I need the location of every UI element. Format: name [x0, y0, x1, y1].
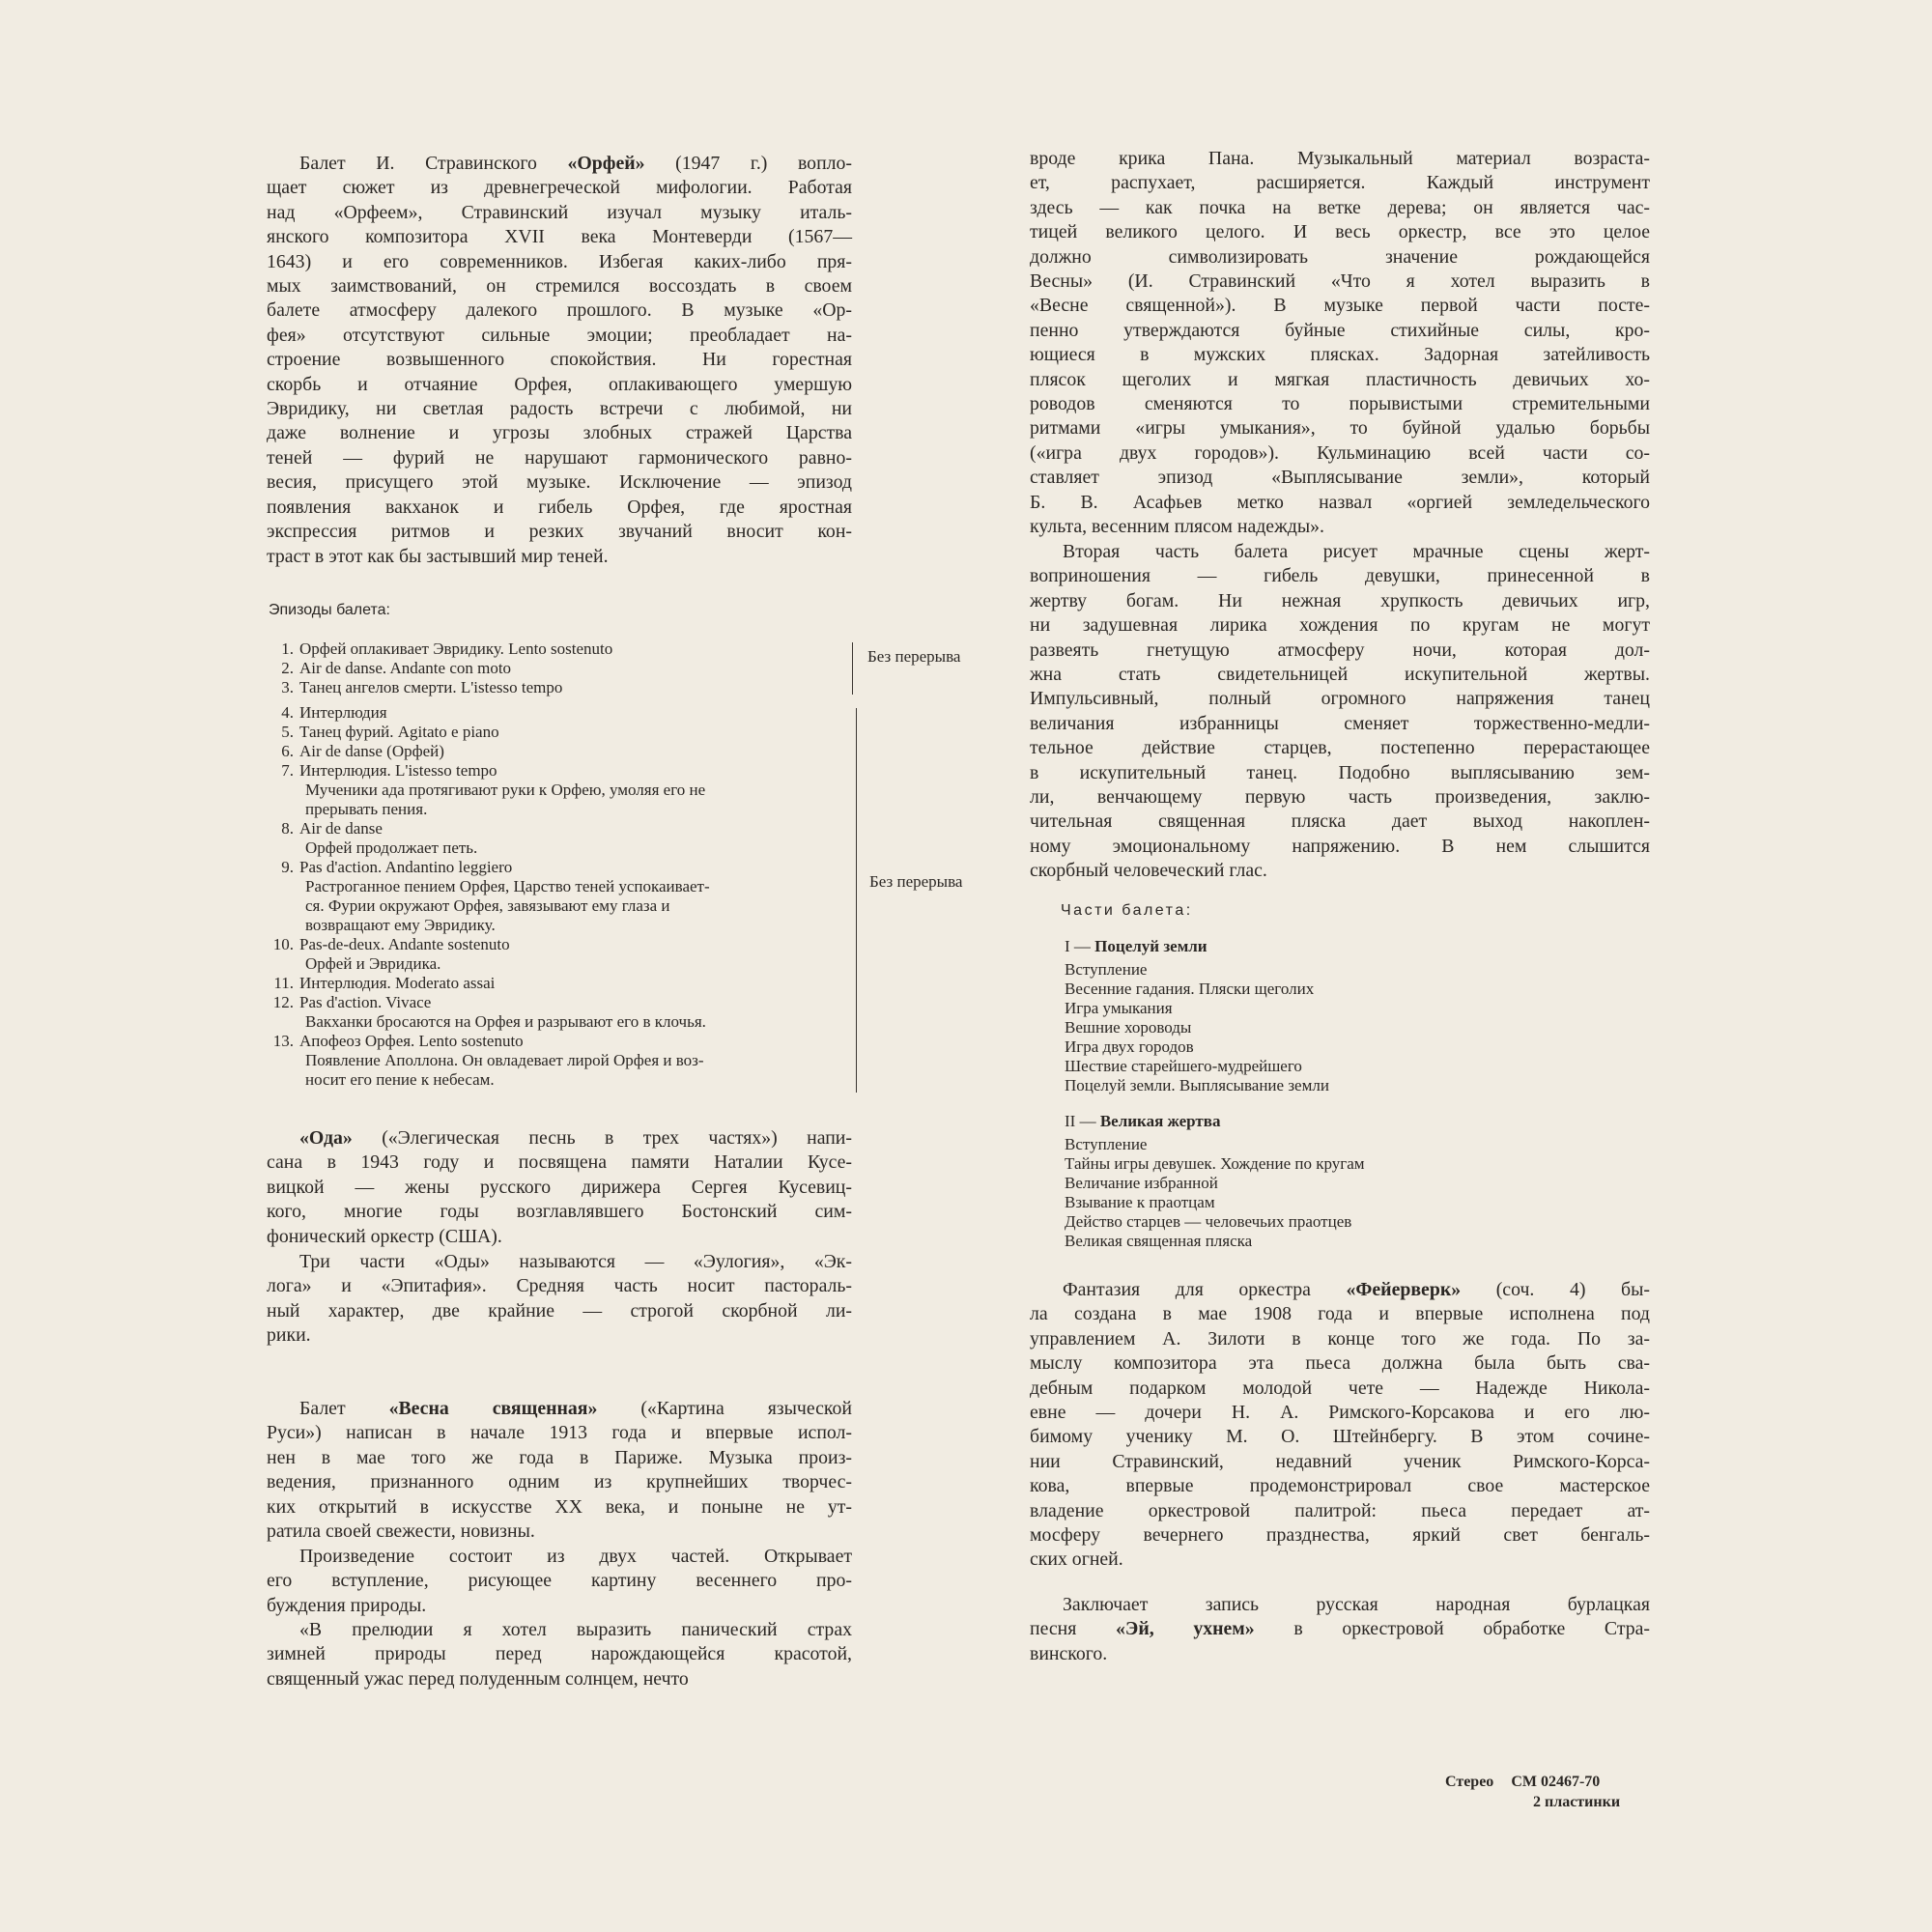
text-line: ритмами «игры умыкания», то буйной удалью борьбы: [1030, 417, 1650, 440]
oda-paragraph-2: [267, 1250, 852, 1349]
text-line: («игра двух городов»). Кульминацию всей части со-: [1030, 441, 1650, 464]
part-1-items: [1065, 960, 1329, 1095]
text-line: фея» отсутствуют сильные эмоции; преобладает на-: [267, 324, 852, 346]
text-line: рики.: [267, 1324, 311, 1347]
orfey-paragraph: [267, 152, 852, 569]
episode-title: Pas d'action. Vivace: [299, 993, 432, 1011]
text-line: Б. В. Асафьев метко назвал «оргией земледельческого: [1030, 491, 1650, 513]
text-line: мыслу композитора эта пьеса должна была быть сва-: [1030, 1352, 1650, 1375]
text-line: Эвридику, ни светлая радость встречи с любимой, ни: [267, 398, 852, 420]
text-line: развеять гнетущую атмосферу ночи, которая дол-: [1030, 639, 1650, 661]
episode-title: Интерлюдия: [299, 703, 387, 722]
episode-number: 1.: [281, 639, 294, 658]
episode-number: 9.: [281, 858, 294, 876]
part-1-title: Поцелуй земли: [1094, 937, 1208, 955]
text-line: балете атмосферу далекого прошлого. В музыке «Ор-: [267, 299, 852, 322]
episode-number: 11.: [273, 974, 294, 992]
stereo-label: Стерео: [1445, 1774, 1494, 1790]
part-2: [1065, 1112, 1365, 1251]
text-line: строение возвышенного спокойствия. Ни горестная: [267, 349, 852, 371]
episode-number: 3.: [281, 678, 294, 696]
text-line: должно символизировать значение рождающейся: [1030, 245, 1650, 268]
text-line: бимому ученику М. О. Штейнбергу. В этом сочине-: [1030, 1426, 1650, 1448]
episode-title: Pas d'action. Andantino leggiero: [299, 858, 513, 876]
part-2-num: II —: [1065, 1112, 1096, 1130]
episode-title: Апофеоз Орфея. Lento sostenuto: [299, 1032, 524, 1050]
text-line: плясок щеголих и мягкая пластичность девичьих хо-: [1030, 368, 1650, 390]
oda-paragraph: [267, 1126, 852, 1249]
episode-item: [267, 703, 387, 723]
episode-description: Вакханки бросаются на Орфея и разрывают его в клочья.: [305, 1012, 706, 1031]
no-break-note-2: Без перерыва: [869, 872, 963, 891]
episode-description: Появление Аполлона. Он овладевает лирой Орфея и воз-: [305, 1051, 704, 1069]
episode-title: Air de danse. Andante con moto: [299, 659, 512, 677]
footer-stereo: [1445, 1774, 1600, 1791]
text-line: появления вакханок и гибель Орфея, где яростная: [267, 496, 852, 518]
text-line: даже волнение и угрозы злобных стражей Царства: [267, 422, 852, 444]
episode-item: [267, 761, 497, 781]
text-line: «Ода» («Элегическая песнь в трех частях») напи-: [299, 1127, 852, 1149]
episode-title: Орфей оплакивает Эвридику. Lento sostenuto: [299, 639, 613, 658]
vesna-paragraph-3: [267, 1618, 852, 1691]
episode-title: Танец фурий. Agitato e piano: [299, 723, 499, 741]
text-line: роводов сменяются то порывистыми стремительными: [1030, 393, 1650, 415]
text-line: Руси») написан в начале 1913 года и впервые испол-: [267, 1422, 852, 1444]
text-line: зимней природы перед нарождающейся красотой,: [267, 1643, 852, 1665]
vesna-continuation: [1030, 147, 1650, 540]
part-item: Тайны игры девушек. Хождение по кругам: [1065, 1154, 1365, 1173]
text-line: мых заимствований, он стремился воссоздать в своем: [267, 275, 852, 298]
text-line: экспрессия ритмов и резких звучаний вносит кон-: [267, 521, 852, 543]
vesna-paragraph: [267, 1397, 852, 1544]
text-line: винского.: [1030, 1642, 1108, 1664]
text-line: Заключает запись русская народная бурлацкая: [1063, 1594, 1650, 1615]
episode-description: Орфей и Эвридика.: [305, 954, 441, 973]
episode-item: [267, 819, 383, 838]
episode-item: [267, 858, 512, 877]
episode-number: 5.: [281, 723, 294, 741]
episode-description: возвращают ему Эвридику.: [305, 916, 496, 934]
episode-title: Интерлюдия. L'istesso tempo: [299, 761, 497, 780]
episode-description: Орфей продолжает петь.: [305, 838, 478, 857]
episode-number: 4.: [281, 703, 294, 722]
part-item: Поцелуй земли. Выплясывание земли: [1065, 1076, 1329, 1094]
text-line: пенно утверждаются буйные стихийные силы, кро-: [1030, 319, 1650, 341]
episode-item: [267, 935, 510, 954]
text-line: теней — фурий не нарушают гармонического равно-: [267, 446, 852, 469]
text-line: его вступление, рисующее картину весеннего про-: [267, 1570, 852, 1592]
episode-number: 6.: [281, 742, 294, 760]
text-line: ратила своей свежести, новизны.: [267, 1520, 535, 1543]
bracket-1: [852, 642, 853, 695]
episode-item: [267, 639, 612, 659]
text-line: ющиеся в мужских плясках. Задорная затейливость: [1030, 344, 1650, 366]
text-line: щает сюжет из древнегреческой мифологии. Работая: [267, 177, 852, 199]
text-line: янского композитора XVII века Монтеверди (1567—: [267, 226, 852, 248]
text-line: песня «Эй, ухнем» в оркестровой обработке Стра-: [1030, 1618, 1650, 1640]
text-line: Весны» (И. Стравинский «Что я хотел выразить в: [1030, 270, 1650, 293]
second-part-paragraph: [1030, 540, 1650, 884]
episode-title: Air de danse (Орфей): [299, 742, 444, 760]
episode-description: прерывать пения.: [305, 800, 428, 818]
text-line: фонический оркестр (США).: [267, 1225, 502, 1247]
text-line: «В прелюдии я хотел выразить панический страх: [299, 1619, 852, 1640]
text-line: величания избранницы сменяет торжественно-медли-: [1030, 712, 1650, 734]
text-line: ских огней.: [1030, 1548, 1123, 1571]
episode-item: [267, 659, 511, 678]
text-line: лога» и «Эпитафия». Средняя часть носит пастораль-: [267, 1275, 852, 1297]
episode-number: 8.: [281, 819, 294, 838]
text-line: ких открытий в искусстве XX века, и поныне не ут-: [267, 1495, 852, 1518]
part-item: Действо старцев — человечьих праотцев: [1065, 1212, 1352, 1231]
episode-title: Pas-de-deux. Andante sostenuto: [299, 935, 510, 953]
part-1-num: I —: [1065, 937, 1091, 955]
episode-item: [267, 678, 562, 697]
episode-description: носит его пение к небесам.: [305, 1070, 495, 1089]
footer-records: 2 пластинки: [1533, 1794, 1621, 1810]
text-line: скорбь и отчаяние Орфея, оплакивающего умершую: [267, 373, 852, 395]
text-line: Фантазия для оркестра «Фейерверк» (соч. 4) бы-: [1063, 1279, 1650, 1300]
part-item: Игра двух городов: [1065, 1037, 1194, 1056]
catalog-number: СМ 02467-70: [1511, 1774, 1601, 1790]
text-line: сана в 1943 году и посвящена памяти Наталии Кусе-: [267, 1151, 852, 1174]
text-line: владение оркестровой палитрой: пьеса передает ат-: [1030, 1499, 1650, 1521]
part-1: [1065, 937, 1329, 1095]
text-line: нен в мае того же года в Париже. Музыка произ-: [267, 1446, 852, 1468]
text-line: дебным подарком молодой чете — Надежде Николa-: [1030, 1377, 1650, 1399]
no-break-note-1: Без перерыва: [867, 647, 961, 666]
part-item: Вступление: [1065, 960, 1148, 979]
part-item: Великая священная пляска: [1065, 1232, 1253, 1250]
part-item: Величание избранной: [1065, 1174, 1218, 1192]
text-line: ному эмоциональному напряжению. В нем слышится: [1030, 835, 1650, 857]
text-line: ла создана в мае 1908 года и впервые исполнена под: [1030, 1303, 1650, 1325]
text-line: 1643) и его современников. Избегая каких-либо пря-: [267, 250, 852, 272]
text-line: Три части «Оды» называются — «Эулогия», «Эк-: [299, 1251, 852, 1272]
text-line: управлением А. Зилоти в конце того же года. По за-: [1030, 1327, 1650, 1350]
text-line: нии Стравинский, недавний ученик Римского-Корса-: [1030, 1450, 1650, 1472]
text-line: евне — дочери Н. А. Римского-Корсакова и его лю-: [1030, 1402, 1650, 1424]
episode-number: 12.: [272, 993, 294, 1011]
text-line: тицей великого целого. И весь оркестр, все это целое: [1030, 221, 1650, 243]
text-line: ведения, признанного одним из крупнейших творчес-: [267, 1471, 852, 1493]
episode-description: Растроганное пением Орфея, Царство теней успокаивает-: [305, 877, 710, 895]
episode-item: [267, 723, 499, 742]
part-item: Вешние хороводы: [1065, 1018, 1192, 1037]
bracket-2: [856, 708, 857, 1093]
episode-number: 13.: [272, 1032, 294, 1050]
text-line: над «Орфеем», Стравинский изучал музыку италь-: [267, 201, 852, 223]
text-line: ни задушевная лирика хождения по кругам не могут: [1030, 614, 1650, 637]
part-2-title: Великая жертва: [1099, 1112, 1221, 1130]
episode-number: 2.: [281, 659, 294, 677]
vesna-paragraph-2: [267, 1545, 852, 1618]
episode-title: Танец ангелов смерти. L'istesso tempo: [299, 678, 563, 696]
text-line: Произведение состоит из двух частей. Открывает: [299, 1546, 852, 1567]
episode-item: [267, 993, 431, 1012]
text-line: скорбный человеческий глас.: [1030, 860, 1267, 882]
episode-title: Интерлюдия. Moderato assai: [299, 974, 496, 992]
text-line: воприношения — гибель девушки, принесенной в: [1030, 565, 1650, 587]
text-line: ставляет эпизод «Выплясывание земли», который: [1030, 467, 1650, 489]
part-item: Взывание к праотцам: [1065, 1193, 1215, 1211]
text-line: ли, венчающему первую часть произведения, заклю-: [1030, 786, 1650, 809]
episode-number: 7.: [281, 761, 294, 780]
part-item: Вступление: [1065, 1135, 1148, 1153]
text-line: священный ужас перед полуденным солнцем, нечто: [267, 1667, 689, 1690]
text-line: траст в этот как бы застывший мир теней.: [267, 545, 609, 567]
text-line: мосферу вечернего празднества, яркий свет бенгаль-: [1030, 1524, 1650, 1547]
text-line: буждения природы.: [267, 1594, 427, 1616]
text-line: жертву богам. Ни нежная хрупкость девичьих игр,: [1030, 589, 1650, 611]
parts-heading: Части балета:: [1061, 902, 1193, 919]
feyerverk-paragraph: [1030, 1278, 1650, 1573]
text-line: здесь — как почка на ветке дерева; он является час-: [1030, 196, 1650, 218]
part-item: Весенние гадания. Пляски щеголих: [1065, 980, 1315, 998]
part-item: Шествие старейшего-мудрейшего: [1065, 1057, 1302, 1075]
text-line: Импульсивный, полный огромного напряжения танец: [1030, 688, 1650, 710]
text-line: чительная священная пляска дает выход накоплен-: [1030, 810, 1650, 833]
text-line: жна стать свидетельницей искупительной жертвы.: [1030, 664, 1650, 686]
text-line: весия, присущего этой музыке. Исключение — эпизод: [267, 471, 852, 494]
episode-description: Мученики ада протягивают руки к Орфею, умоляя его не: [305, 781, 706, 799]
text-line: Балет «Весна священная» («Картина языческой: [299, 1398, 852, 1419]
text-line: вицкой — жены русского дирижера Сергея Кусевиц-: [267, 1176, 852, 1198]
episodes-heading: Эпизоды балета:: [269, 602, 390, 618]
episode-item: [267, 1032, 524, 1051]
text-line: тельное действие старцев, постепенно перерастающее: [1030, 737, 1650, 759]
text-line: вроде крика Пана. Музыкальный материал возраста-: [1030, 148, 1650, 169]
closing-paragraph: [1030, 1593, 1650, 1666]
text-line: кова, впервые продемонстрировал свое мастерское: [1030, 1475, 1650, 1497]
text-line: Вторая часть балета рисует мрачные сцены жерт-: [1063, 541, 1650, 562]
episode-item: [267, 974, 495, 993]
text-line: в искупительный танец. Подобно выплясыванию зем-: [1030, 761, 1650, 783]
text-line: Балет И. Стравинского «Орфей» (1947 г.) вопло-: [299, 153, 853, 174]
episode-description: ся. Фурии окружают Орфея, завязывают ему глаза и: [305, 896, 670, 915]
text-line: культа, весенним плясом надежды».: [1030, 516, 1324, 538]
text-line: ет, распухает, расширяется. Каждый инструмент: [1030, 172, 1650, 194]
episode-item: [267, 742, 444, 761]
episode-title: Air de danse: [299, 819, 383, 838]
text-line: кого, многие годы возглавлявшего Бостонский сим-: [267, 1201, 852, 1223]
text-line: ный характер, две крайние — строгой скорбной ли-: [267, 1299, 852, 1321]
text-line: «Весне священной»). В музыке первой части посте-: [1030, 295, 1650, 317]
episode-number: 10.: [272, 935, 294, 953]
part-item: Игра умыкания: [1065, 999, 1173, 1017]
part-2-items: [1065, 1135, 1365, 1251]
